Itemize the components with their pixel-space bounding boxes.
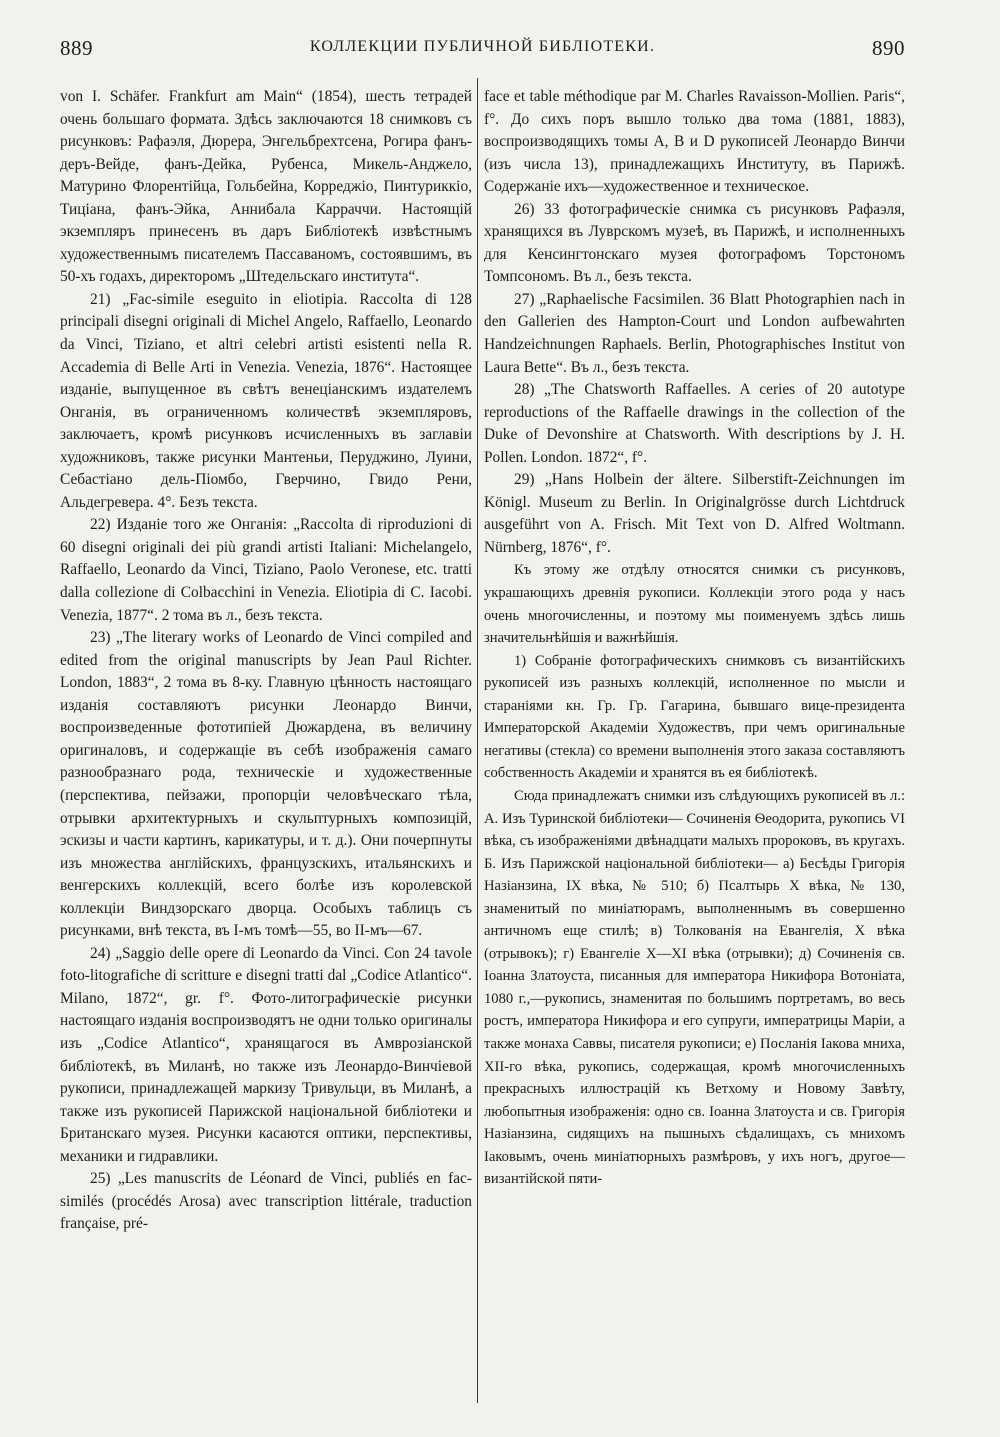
left-column bbox=[60, 86, 472, 1236]
entry-21: 21) „Fac-simile eseguito in eliotipia. Raccolta di 128 principali disegni originali di Michel Angelo, Raffaello, Leonardo da Vinci, Tiziano, et altri celebri artisti esistenti nella R. Accademia di Belle Arti in Venezia. Venezia, 1876“. Настоящее изданіе, выпущенное въ свѣтъ венеціанскимъ издателемъ Онганія, въ ограниченномъ количествѣ экземпляровъ, заключаетъ, кромѣ рисунковъ исчисленныхъ въ заглавіи художниковъ, также рисунки Мантеньи, Перуджино, Луини, Себастіано дель-Піомбо, Гверчино, Гвидо Рени, Альдегревера. 4°. Безъ текста. bbox=[60, 290, 472, 511]
entry-27: 27) „Raphaelische Facsimilen. 36 Blatt Photographien nach in den Gallerien des Hampton-Court und London aufbewahrten Handzeichnungen Raphaels. Berlin, Photographisches Institut von Laura Bette“. Въ л., безъ текста. bbox=[484, 290, 905, 376]
entry-24: 24) „Saggio delle opere di Leonardo da Vinci. Con 24 tavole foto-litografiche di scritture e disegni tratti dal „Codice Atlantico“. Milano, 1872“, gr. f°. Фото-литографическіе рисунки настоящаго изданія воспроизводятъ не одни только оригиналы изъ „Codice Atlantico“, хранящагося въ Амврозіанской библіотекѣ, въ Миланѣ, но также изъ Леонардо-Винчіевой рукописи, принадлежащей маркизу Тривульци, въ Миланѣ, а также изъ рукописей Парижской національной библіотеки и Британскаго музея. Рисунки касаются оптики, перспективы, механики и гидравлики. bbox=[60, 944, 472, 1165]
entry-28: 28) „The Chatsworth Raffaelles. A ceries of 20 autotype reproductions of the Raffaelle drawings in the collection of the Duke of Devonshire at Chatsworth. With descriptions by J. H. Pollen. London. 1872“, f°. bbox=[484, 381, 905, 466]
page-number-left: 889 bbox=[60, 36, 93, 60]
entry-22: 22) Изданіе того же Онганія: „Raccolta di riproduzioni di 60 disegni originali dei più grandi artisti Italiani: Michelangelo, Raffaello, Leonardo da Vinci, Tiziano, Paolo Veronese, etc. tratti dalla collezione di Colbacchini in Venezia. Eliotipia di C. Iacobi. Venezia, 1877“. 2 тома въ л., безъ текста. bbox=[60, 516, 472, 624]
entry-1-gagarin-collection: 1) Собраніе фотографическихъ снимковъ съ византійскихъ рукописей изъ разныхъ коллекцій, исполненное по мысли и стараніями кн. Гр. Гр. Гагарина, бывшаго вице-президента Императорской Академіи Художествъ, при чемъ оригинальные негативы (стекла) со времени выполненія этого заказа составляютъ собственность Академіи и хранятся въ ея библіотекѣ. bbox=[484, 652, 905, 782]
entry-29: 29) „Hans Holbein der ältere. Silberstift-Zeichnungen im Königl. Museum zu Berlin. In Originalgrösse durch Lichtdruck ausgeführt von A. Frisch. Mit Text von D. Alfred Woltmann. Nürnberg, 1876“, f°. bbox=[484, 471, 905, 556]
entry-25-continued: face et table méthodique par M. Charles Ravaisson-Mollien. Paris“, f°. До сихъ поръ вышло только два тома (1881, 1883), воспроизводящихъ томы A, B и D рукописей Леонардо Винчи (изъ числа 13), принадлежащихъ Институту, въ Парижѣ. Содержаніе ихъ—художественное и техническое. bbox=[484, 88, 905, 196]
right-column bbox=[484, 86, 905, 1191]
section-intro: Къ этому же отдѣлу относятся снимки съ рисунковъ, украшающихъ древнія рукописи. Коллекціи этого рода у насъ очень многочисленны, и поэтому мы поименуемъ здѣсь лишь значительнѣйшія и важнѣйшія. bbox=[484, 562, 905, 647]
running-title: КОЛЛЕКЦИИ ПУБЛИЧНОЙ БИБЛІОТЕКИ. bbox=[309, 38, 656, 55]
entry-25: 25) „Les manuscrits de Léonard de Vinci, publiés en fac-similés (procédés Arosa) avec transcription littérale, traduction française, pré- bbox=[60, 1170, 472, 1233]
manuscripts-list: Сюда принадлежатъ снимки изъ слѣдующихъ рукописей въ л.: А. Изъ Туринской библіотеки— Сочиненія Ѳеодорита, рукопись VI вѣка, съ изображеніями двѣнадцати малыхъ пророковъ, въ кругахъ. Б. Изъ Парижской національной библіотеки— а) Бесѣды Григорія Назіанзина, IX вѣка, № 510; б) Псалтырь X вѣка, № 130, знаменитый по миніатюрамъ, выполненнымъ въ совершенно античномъ еще стилѣ; в) Толкованія на Евангелія, X вѣка (отрывокъ); г) Евангеліе X—XI вѣка (отрывки); д) Сочиненія св. Іоанна Златоуста, писанныя для императора Никифора Вотоніата, 1080 г.,—рукопись, знаменитая по большимъ портретамъ, во весь ростъ, императора Никифора и его супруги, императрицы Маріи, а также монаха Саввы, писателя рукописи; е) Посланія Іакова мниха, XII-го вѣка, рукопись, содержащая, кромѣ многочисленныхъ прекрасныхъ иллюстрацій къ Ветхому и Новому Завѣту, любопытныя изображенія: одно св. Іоанна Златоуста и св. Григорія Назіанзина, сидящихъ на пышныхъ сѣдалищахъ, съ мнихомъ Іаковымъ, очень миніатюрныхъ размѣровъ, у ихъ ногъ, другое—византійской пяти- bbox=[484, 787, 905, 1188]
paragraph-continued: von I. Schäfer. Frankfurt am Main“ (1854), шесть тетрадей очень большаго формата. Здѣсь заключаются 18 снимковъ съ рисунковъ: Рафаэля, Дюрера, Энгельбрехтсена, Рогира фанъ-деръ-Вейде, фанъ-Дейка, Рубенса, Микель-Анджело, Матурино Флорентійца, Гольбейна, Корреджіо, Пинтуриккіо, Тиціана, фанъ-Эйка, Аннибала Карраччи. Настоящій экземпляръ принесенъ въ даръ Библіотекѣ извѣстнымъ художественнымъ писателемъ Пассаваномъ, состоявшимъ, въ 50-хъ годахъ, директоромъ „Штедельскаго института“. bbox=[60, 88, 472, 286]
entry-23: 23) „The literary works of Leonardo de Vinci compiled and edited from the original manuscripts by Jean Paul Richter. London, 1883“, 2 тома въ 8-ку. Главную цѣнность настоящаго изданія составляютъ рисунки Леонардо Винчи, воспроизведенные фототипіей Дюжардена, въ величину оригиналовъ, и содержащіе въ себѣ изображенія самаго разнообразнаго рода, техническіе и художественные (перспектива, пейзажи, пропорціи человѣческаго тѣла, отрывки архитектурныхъ и скульптурныхъ композицій, эскизы и части картинъ, карикатуры, и т. д.). Они почерпнуты изъ множества англійскихъ, французскихъ, итальянскихъ и венгерскихъ коллекцій, всего болѣе изъ королевской коллекціи Виндзорскаго дворца. Особыхъ таблицъ съ рисунками, внѣ текста, въ I-мъ томѣ—55, во II-мъ—67. bbox=[60, 629, 472, 940]
page-number-right: 890 bbox=[872, 36, 905, 60]
column-divider bbox=[477, 78, 478, 1403]
page-header bbox=[60, 36, 905, 58]
entry-26: 26) 33 фотографическіе снимка съ рисунковъ Рафаэля, хранящихся въ Луврскомъ музеѣ, въ Парижѣ, и исполненныхъ для Кенсингтонскаго музея фотографомъ Торстономъ Томпсономъ. Въ л., безъ текста. bbox=[484, 200, 905, 286]
